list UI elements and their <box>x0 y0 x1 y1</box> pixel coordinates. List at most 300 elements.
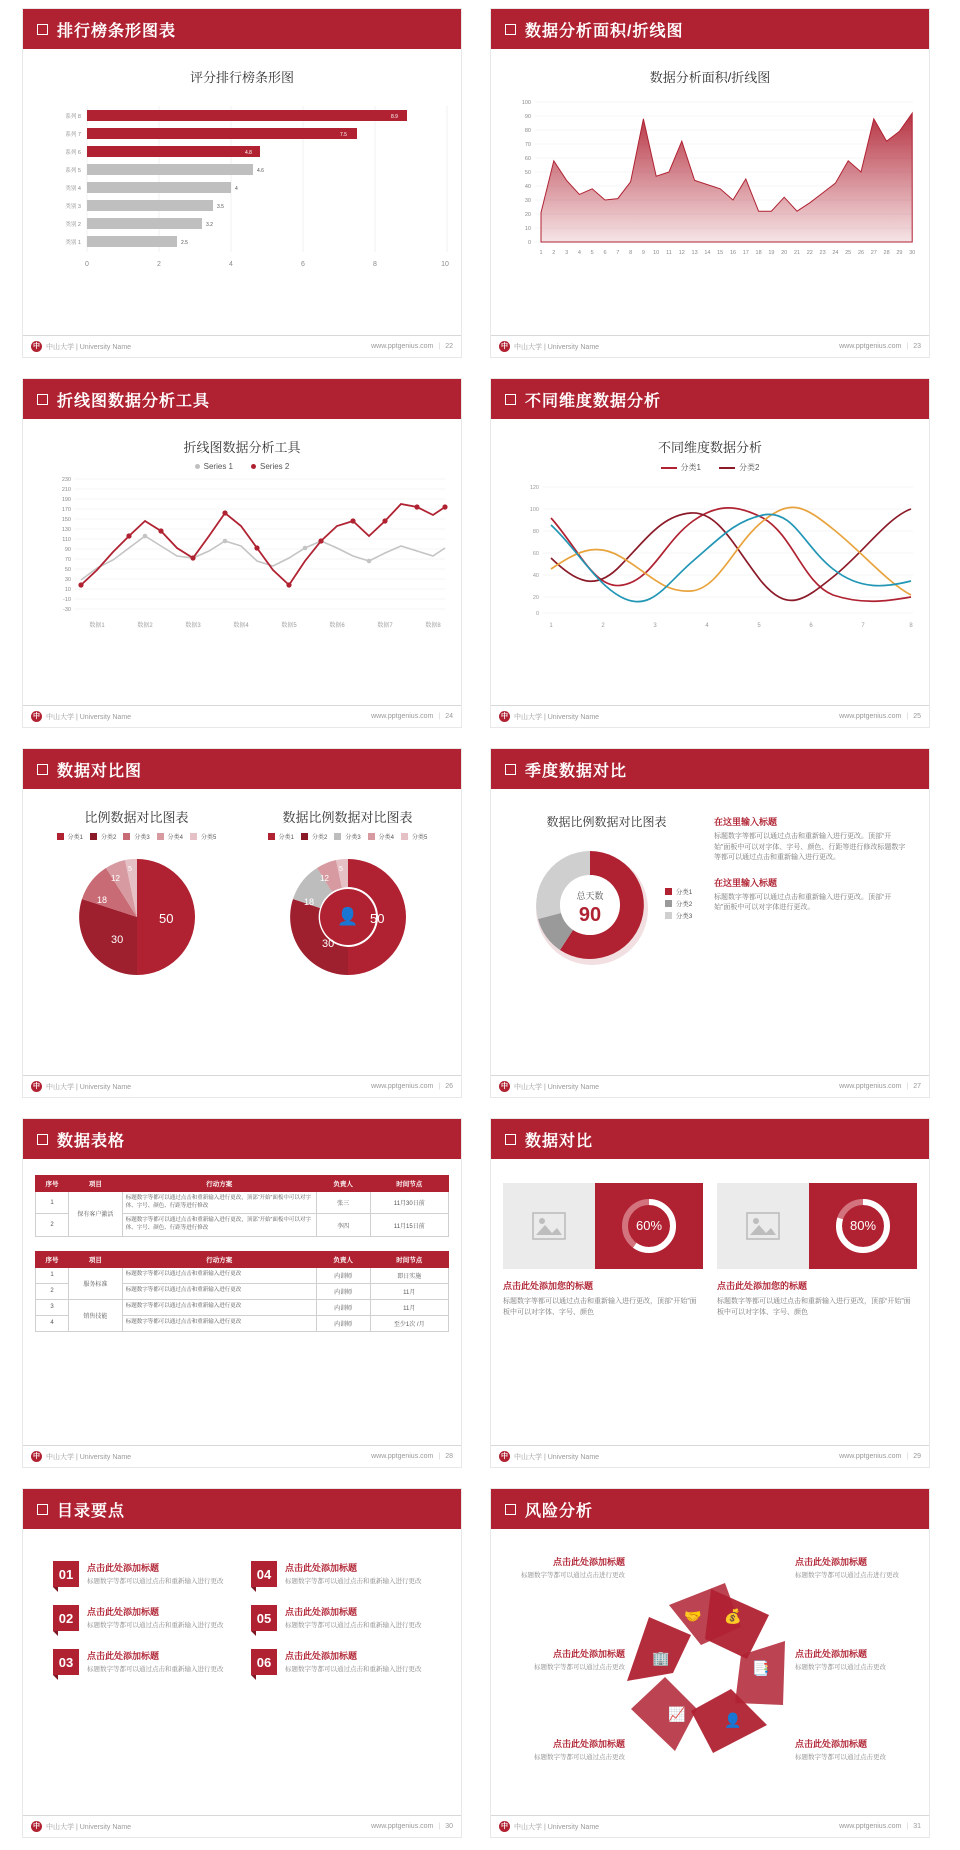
svg-text:5: 5 <box>127 866 132 873</box>
svg-text:6: 6 <box>301 261 305 268</box>
catalog-text: 标题数字等都可以通过点击和重新输入进行更改 <box>87 1578 224 1585</box>
university-logo-icon: 中 <box>33 343 40 350</box>
footer-university: 中山大学 | University Name <box>514 1083 600 1091</box>
svg-text:类别 4: 类别 4 <box>65 186 81 192</box>
catalog-item[interactable] <box>53 1649 233 1675</box>
legend-item <box>123 832 149 841</box>
doughnut-chart <box>258 845 438 995</box>
risk-text: 标题数字等都可以通过点击更改 <box>795 1754 886 1761</box>
footer-site: www.pptgenius.com <box>371 1823 434 1830</box>
column-header-owner: 负责人 <box>316 1251 370 1267</box>
cell-time: 11月15日前 <box>370 1214 448 1236</box>
table-row <box>36 1299 449 1315</box>
svg-text:150: 150 <box>61 517 71 523</box>
legend-swatch-icon <box>334 833 341 840</box>
slide-footer <box>491 705 929 727</box>
svg-text:28: 28 <box>883 250 890 256</box>
risk-title: 点击此处添加标题 <box>552 1739 625 1749</box>
legend-item <box>401 832 427 841</box>
quarter-block-title: 在这里输入标题 <box>714 877 778 888</box>
svg-text:-30: -30 <box>63 607 71 613</box>
legend-swatch-icon <box>57 833 64 840</box>
image-icon <box>746 1212 780 1240</box>
progress-ring-container <box>809 1183 917 1269</box>
svg-text:数据1: 数据1 <box>89 623 105 629</box>
cell-action: 标题数字等都可以通过点击和重新输入进行更改 <box>122 1283 316 1299</box>
risk-text: 标题数字等都可以通过点击进行更改 <box>795 1572 899 1579</box>
cell-action: 标题数字等都可以通过点击和重新输入进行更改，顶部“开始”面板中可以对字体、字号、颜色、行距等进行修改 <box>122 1192 316 1214</box>
legend-label: 分类3 <box>675 913 693 920</box>
legend-line-icon <box>719 467 735 469</box>
legend-item <box>90 832 116 841</box>
footer-site: www.pptgenius.com <box>371 1083 434 1090</box>
legend-swatch-icon <box>401 833 408 840</box>
university-logo-icon: 中 <box>501 1823 508 1830</box>
column-header-item: 项目 <box>69 1176 123 1192</box>
legend-item <box>665 899 693 908</box>
slide-footer <box>23 705 461 727</box>
cell-owner: 内训师 <box>316 1283 370 1299</box>
risk-text: 标题数字等都可以通过点击更改 <box>534 1664 625 1671</box>
footer-separator: | <box>438 1453 441 1460</box>
cell-item: 保有客户激活 <box>69 1192 123 1237</box>
footer-site: www.pptgenius.com <box>839 1823 902 1830</box>
svg-text:👤: 👤 <box>336 907 359 927</box>
column-header-item: 项目 <box>69 1251 123 1267</box>
footer-page-number: 26 <box>445 1083 453 1090</box>
quarter-doughnut-chart <box>521 836 659 974</box>
pie-right-panel <box>246 795 449 1075</box>
university-logo-icon: 中 <box>501 1453 508 1460</box>
slide-area-line <box>490 8 930 358</box>
university-logo-icon: 中 <box>33 1823 40 1830</box>
header-square-icon <box>505 1134 516 1145</box>
quarter-block-title: 在这里输入标题 <box>714 817 778 827</box>
slide-header <box>491 1119 929 1159</box>
footer-separator: | <box>438 343 441 350</box>
slide-title: 目录要点 <box>57 1502 126 1520</box>
svg-text:14: 14 <box>704 250 711 256</box>
chart-legend <box>35 462 449 471</box>
quarter-text-panel <box>710 801 917 1075</box>
svg-text:类别 2: 类别 2 <box>65 222 81 228</box>
slide-header <box>23 9 461 49</box>
contrast-card-title: 点击此处添加您的标题 <box>717 1281 808 1291</box>
university-logo-icon: 中 <box>501 713 508 720</box>
slide-line-tool <box>22 378 462 728</box>
legend-item <box>368 832 394 841</box>
slide-footer <box>491 1815 929 1837</box>
svg-text:4.6: 4.6 <box>257 168 264 174</box>
university-logo-icon: 中 <box>33 1453 40 1460</box>
svg-text:4: 4 <box>229 261 233 268</box>
risk-label-6 <box>795 1737 923 1762</box>
contrast-card <box>717 1183 917 1319</box>
legend-label: Series 1 <box>203 462 233 471</box>
risk-label-4 <box>795 1647 923 1672</box>
legend-label: 分类1 <box>67 835 83 841</box>
legend-label: 分类2 <box>739 463 760 472</box>
pie-chart <box>47 845 227 995</box>
svg-text:数据7: 数据7 <box>377 623 393 629</box>
legend-item-category2 <box>719 462 759 473</box>
slide-header <box>23 1489 461 1529</box>
chart-pie-icon: 📈 <box>668 1707 686 1723</box>
header-square-icon <box>37 764 48 775</box>
svg-text:9: 9 <box>641 250 645 256</box>
catalog-title: 点击此处添加标题 <box>285 1651 358 1661</box>
svg-text:10: 10 <box>64 587 71 593</box>
risk-title: 点击此处添加标题 <box>795 1649 868 1659</box>
footer-site: www.pptgenius.com <box>839 343 902 350</box>
pie-legend <box>57 832 217 841</box>
footer-page-number: 23 <box>913 343 921 350</box>
svg-text:120: 120 <box>529 485 539 491</box>
svg-text:系列 7: 系列 7 <box>65 132 81 138</box>
svg-text:2: 2 <box>157 261 161 268</box>
table-row <box>36 1192 449 1214</box>
svg-text:15: 15 <box>717 250 724 256</box>
slide-footer <box>491 335 929 357</box>
university-logo-icon: 中 <box>501 1083 508 1090</box>
svg-text:7: 7 <box>861 623 865 629</box>
contrast-card-text: 标题数字等都可以通过点击和重新输入进行更改，顶部“开始”面板中可以对字体、字号、颜色 <box>717 1298 911 1316</box>
progress-label: 80% <box>849 1218 877 1233</box>
header-square-icon <box>505 1504 516 1515</box>
svg-text:系列 5: 系列 5 <box>65 168 81 174</box>
slide-data-table <box>22 1118 462 1468</box>
image-placeholder <box>717 1183 809 1269</box>
legend-swatch-icon <box>157 833 164 840</box>
footer-university: 中山大学 | University Name <box>514 343 600 351</box>
legend-label: 分类1 <box>675 889 693 896</box>
svg-text:0: 0 <box>535 611 539 617</box>
image-icon <box>532 1212 566 1240</box>
svg-text:210: 210 <box>61 487 71 493</box>
svg-text:230: 230 <box>61 477 71 483</box>
footer-page-number: 22 <box>445 343 453 350</box>
slide-header <box>491 379 929 419</box>
slide-data-contrast <box>490 1118 930 1468</box>
svg-text:30: 30 <box>524 198 531 204</box>
svg-text:70: 70 <box>524 142 531 148</box>
header-square-icon <box>37 24 48 35</box>
progress-ring-80 <box>832 1195 894 1257</box>
university-logo-icon: 中 <box>501 343 508 350</box>
slide-body <box>23 419 461 705</box>
svg-text:4.8: 4.8 <box>245 150 252 156</box>
risk-label-2 <box>795 1555 923 1580</box>
column-header-action: 行动方案 <box>122 1251 316 1267</box>
svg-text:24: 24 <box>832 250 839 256</box>
svg-text:50: 50 <box>64 567 71 573</box>
slide-title: 不同维度数据分析 <box>525 392 662 410</box>
data-table-secondary <box>35 1251 449 1332</box>
catalog-title: 点击此处添加标题 <box>285 1563 358 1573</box>
line-chart <box>35 471 451 643</box>
svg-text:18: 18 <box>96 895 107 905</box>
svg-text:0: 0 <box>527 240 531 246</box>
footer-separator: | <box>438 713 441 720</box>
svg-text:170: 170 <box>61 507 71 513</box>
university-logo-icon: 中 <box>33 713 40 720</box>
cell-owner: 张三 <box>316 1192 370 1214</box>
column-header-owner: 负责人 <box>316 1176 370 1192</box>
column-header-time: 时间节点 <box>370 1176 448 1192</box>
slide-body <box>491 49 929 335</box>
footer-separator: | <box>906 713 909 720</box>
pie-left-panel <box>35 795 238 1075</box>
svg-text:12: 12 <box>110 874 120 883</box>
cell-action: 标题数字等都可以通过点击和重新输入进行更改 <box>122 1267 316 1283</box>
svg-text:80: 80 <box>524 128 531 134</box>
footer-university: 中山大学 | University Name <box>514 1823 600 1831</box>
legend-swatch-icon <box>665 888 672 895</box>
legend-item-category1 <box>661 462 701 473</box>
svg-text:30: 30 <box>321 938 334 950</box>
catalog-item[interactable] <box>53 1605 233 1631</box>
legend-label: 分类5 <box>412 835 428 841</box>
svg-text:8: 8 <box>909 623 913 629</box>
svg-text:8.9: 8.9 <box>391 114 398 120</box>
risk-text: 标题数字等都可以通过点击更改 <box>534 1754 625 1761</box>
catalog-number: 03 <box>53 1649 79 1675</box>
cell-item: 服务标准 <box>69 1267 123 1299</box>
slide-catalog <box>22 1488 462 1838</box>
svg-text:1: 1 <box>539 250 543 256</box>
svg-text:数据5: 数据5 <box>281 623 297 629</box>
svg-text:60: 60 <box>532 551 539 557</box>
footer-page-number: 27 <box>913 1083 921 1090</box>
slide-footer <box>491 1445 929 1467</box>
cell-no: 1 <box>36 1267 69 1283</box>
slide-body <box>23 1159 461 1445</box>
legend-item <box>268 832 294 841</box>
slide-risk <box>490 1488 930 1838</box>
slide-title: 数据对比图 <box>57 762 143 780</box>
cell-item: 销售技能 <box>69 1299 123 1331</box>
footer-page-number: 24 <box>445 713 453 720</box>
svg-text:5: 5 <box>590 250 594 256</box>
footer-page-number: 25 <box>913 713 921 720</box>
svg-text:70: 70 <box>64 557 71 563</box>
svg-text:25: 25 <box>845 250 852 256</box>
catalog-number: 01 <box>53 1561 79 1587</box>
header-square-icon <box>505 24 516 35</box>
svg-text:20: 20 <box>781 250 788 256</box>
footer-university: 中山大学 | University Name <box>46 713 132 721</box>
catalog-text: 标题数字等都可以通过点击和重新输入进行更改 <box>285 1622 422 1629</box>
footer-university: 中山大学 | University Name <box>46 343 132 351</box>
footer-page-number: 31 <box>913 1823 921 1830</box>
risk-title: 点击此处添加标题 <box>552 1649 625 1659</box>
footer-page-number: 30 <box>445 1823 453 1830</box>
quarter-legend <box>665 887 693 923</box>
slide-data-compare-pie <box>22 748 462 1098</box>
quarter-block-text: 标题数字等都可以通过点击和重新输入进行更改。顶部“开始”面板中可以对字体进行更改。 <box>714 893 892 911</box>
chart-title: 数据分析面积/折线图 <box>649 70 771 85</box>
svg-text:2.5: 2.5 <box>181 240 188 246</box>
progress-ring-60 <box>618 1195 680 1257</box>
handshake-icon: 🤝 <box>684 1609 702 1625</box>
svg-text:90: 90 <box>578 904 601 926</box>
slide-title: 数据对比 <box>525 1132 594 1150</box>
chart-legend <box>503 462 917 473</box>
building-icon: 🏢 <box>652 1651 670 1667</box>
slide-footer <box>491 1075 929 1097</box>
slide-title: 数据表格 <box>57 1132 126 1150</box>
area-chart <box>503 92 919 282</box>
svg-text:12: 12 <box>678 250 685 256</box>
catalog-text: 标题数字等都可以通过点击和重新输入进行更改 <box>87 1622 224 1629</box>
catalog-number: 04 <box>251 1561 277 1587</box>
cell-time: 11月 <box>370 1299 448 1315</box>
slide-multi-dim <box>490 378 930 728</box>
slide-header <box>491 1489 929 1529</box>
column-header-time: 时间节点 <box>370 1251 448 1267</box>
legend-label: 分类2 <box>311 835 328 841</box>
slide-body <box>491 1159 929 1445</box>
university-logo-icon: 中 <box>33 1083 40 1090</box>
svg-text:110: 110 <box>62 537 71 543</box>
legend-item <box>190 832 216 841</box>
svg-text:-10: -10 <box>63 597 71 603</box>
svg-text:3: 3 <box>565 250 569 256</box>
chart-title: 评分排行榜条形图 <box>189 70 294 85</box>
footer-separator: | <box>906 1453 909 1460</box>
legend-line-icon <box>661 467 677 469</box>
svg-text:7.5: 7.5 <box>340 132 347 138</box>
catalog-text: 标题数字等都可以通过点击和重新输入进行更改 <box>285 1578 422 1585</box>
legend-label: 分类5 <box>201 835 217 841</box>
svg-text:40: 40 <box>532 573 539 579</box>
footer-site: www.pptgenius.com <box>371 713 434 720</box>
svg-text:类别 3: 类别 3 <box>65 204 81 210</box>
image-placeholder <box>503 1183 595 1269</box>
cell-owner: 内训师 <box>316 1267 370 1283</box>
svg-text:80: 80 <box>532 529 539 535</box>
svg-text:3.2: 3.2 <box>206 222 213 228</box>
svg-text:18: 18 <box>303 897 314 907</box>
svg-text:90: 90 <box>64 547 71 553</box>
svg-text:5: 5 <box>757 623 761 629</box>
svg-text:23: 23 <box>819 250 826 256</box>
slide-title: 排行榜条形图表 <box>57 22 177 40</box>
catalog-title: 点击此处添加标题 <box>87 1607 160 1617</box>
footer-separator: | <box>438 1823 441 1830</box>
slide-title: 季度数据对比 <box>525 762 628 780</box>
catalog-item[interactable] <box>251 1649 431 1675</box>
svg-text:3: 3 <box>653 623 657 629</box>
catalog-title: 点击此处添加标题 <box>285 1607 358 1617</box>
legend-label: 分类3 <box>134 835 150 841</box>
svg-text:100: 100 <box>529 507 539 513</box>
quarter-chart-panel <box>503 801 710 1075</box>
svg-text:50: 50 <box>369 911 384 926</box>
cell-time: 即日实施 <box>370 1267 448 1283</box>
cell-time: 至少1次 /月 <box>370 1315 448 1331</box>
ranking-bar-chart <box>35 92 451 282</box>
slide-title: 折线图数据分析工具 <box>57 392 211 410</box>
risk-text: 标题数字等都可以通过点击进行更改 <box>521 1572 625 1579</box>
cell-no: 1 <box>36 1192 69 1214</box>
legend-swatch-icon <box>665 900 672 907</box>
catalog-text: 标题数字等都可以通过点击和重新输入进行更改 <box>285 1666 422 1673</box>
svg-text:4: 4 <box>235 186 238 192</box>
catalog-title: 点击此处添加标题 <box>87 1651 160 1661</box>
risk-text: 标题数字等都可以通过点击更改 <box>795 1664 886 1671</box>
catalog-number: 06 <box>251 1649 277 1675</box>
svg-text:19: 19 <box>768 250 775 256</box>
catalog-item[interactable] <box>53 1561 233 1587</box>
contrast-card-title: 点击此处添加您的标题 <box>503 1281 594 1291</box>
slide-body <box>491 1529 929 1815</box>
legend-item <box>157 832 183 841</box>
svg-text:27: 27 <box>870 250 877 256</box>
footer-university: 中山大学 | University Name <box>514 713 600 721</box>
svg-text:类别 1: 类别 1 <box>65 240 81 246</box>
legend-swatch-icon <box>368 833 375 840</box>
legend-item <box>301 832 327 841</box>
slide-title: 风险分析 <box>525 1502 594 1520</box>
cell-owner: 内训师 <box>316 1315 370 1331</box>
footer-site: www.pptgenius.com <box>839 713 902 720</box>
catalog-item[interactable] <box>251 1605 431 1631</box>
legend-item-series1 <box>195 462 233 471</box>
svg-text:6: 6 <box>809 623 813 629</box>
legend-swatch-icon <box>123 833 130 840</box>
slide-title: 数据分析面积/折线图 <box>525 22 684 40</box>
chart-title: 折线图数据分析工具 <box>183 440 301 455</box>
header-square-icon <box>37 1504 48 1515</box>
svg-text:10: 10 <box>524 226 531 232</box>
chart-title: 不同维度数据分析 <box>657 440 762 455</box>
svg-text:190: 190 <box>61 497 71 503</box>
svg-text:20: 20 <box>532 595 539 601</box>
cell-owner: 李四 <box>316 1214 370 1236</box>
column-header-no: 序号 <box>36 1251 69 1267</box>
table-header-row <box>36 1176 449 1192</box>
svg-text:2: 2 <box>601 623 605 629</box>
svg-text:5: 5 <box>338 866 343 873</box>
svg-text:数据4: 数据4 <box>233 623 249 629</box>
footer-site: www.pptgenius.com <box>839 1083 902 1090</box>
cell-no: 4 <box>36 1315 69 1331</box>
svg-text:数据2: 数据2 <box>137 623 153 629</box>
document-icon: 📑 <box>752 1661 770 1677</box>
catalog-item[interactable] <box>251 1561 431 1587</box>
cell-no: 2 <box>36 1214 69 1236</box>
svg-text:4: 4 <box>577 250 581 256</box>
legend-label: Series 2 <box>260 462 290 471</box>
svg-text:1: 1 <box>549 623 553 629</box>
risk-title: 点击此处添加标题 <box>795 1557 868 1567</box>
slide-header <box>23 749 461 789</box>
footer-university: 中山大学 | University Name <box>514 1453 600 1461</box>
risk-label-1 <box>497 1555 625 1580</box>
svg-text:2: 2 <box>552 250 556 256</box>
header-square-icon <box>505 764 516 775</box>
catalog-number: 02 <box>53 1605 79 1631</box>
cell-no: 2 <box>36 1283 69 1299</box>
legend-label: 分类2 <box>675 901 693 908</box>
money-bag-icon: 💰 <box>724 1609 742 1625</box>
svg-text:数据8: 数据8 <box>425 623 441 629</box>
footer-site: www.pptgenius.com <box>371 343 434 350</box>
svg-text:40: 40 <box>524 184 531 190</box>
slide-footer <box>23 1075 461 1097</box>
cell-time: 11月 <box>370 1283 448 1299</box>
